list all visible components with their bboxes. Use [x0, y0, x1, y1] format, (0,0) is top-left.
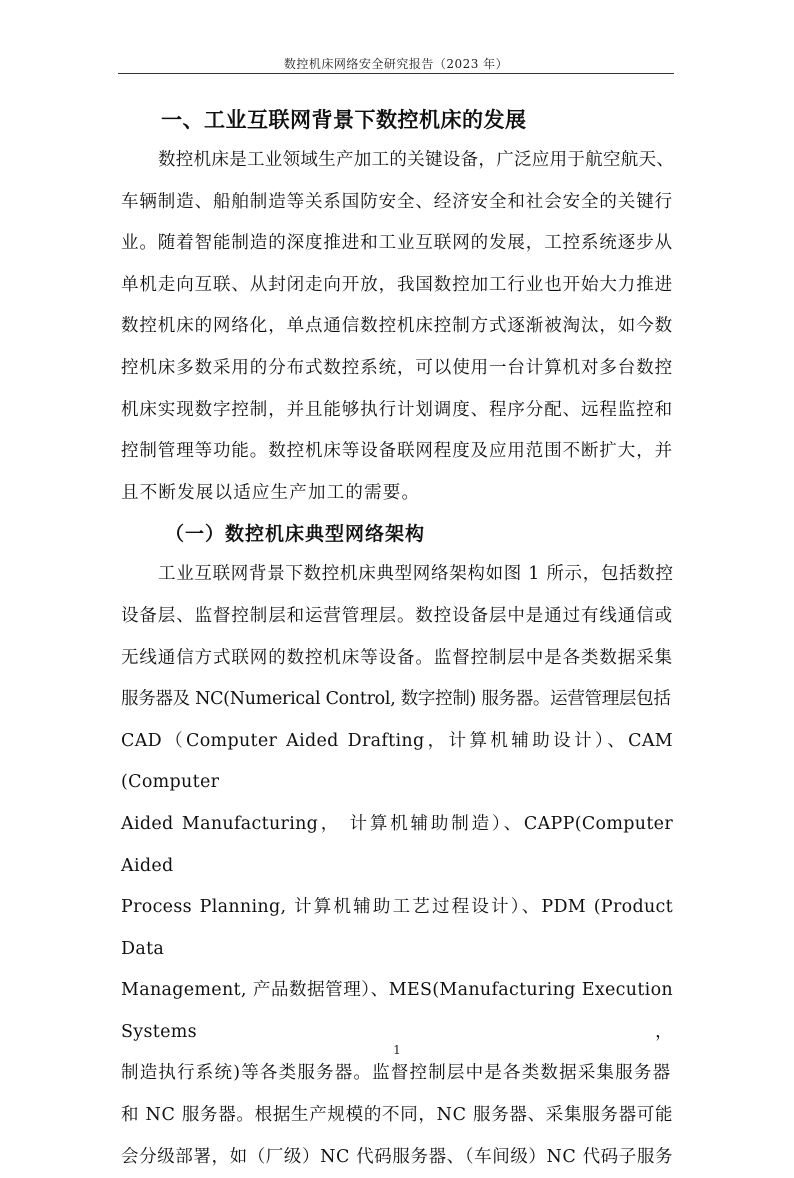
text-line: Aided Manufacturing， 计算机辅助制造）、CAPP(Computer Aided — [121, 813, 673, 876]
header-divider — [118, 73, 674, 74]
page-number: 1 — [393, 1043, 401, 1057]
text-line: 单机走向互联、从封闭走向开放，我国数控加工行业也开始大力推进 — [121, 274, 673, 295]
running-header: 数控机床网络安全研究报告（2023 年） — [283, 57, 509, 71]
text-line: Process Planning, 计算机辅助工艺过程设计）、PDM (Product Data — [121, 897, 673, 959]
text-line: 机床实现数字控制，并且能够执行计划调度、程序分配、远程监控和 — [121, 399, 673, 420]
text-line: 车辆制造、船舶制造等关系国防安全、经济安全和社会安全的关键行 — [121, 191, 673, 212]
section-heading-1: 一、工业互联网背景下数控机床的发展 — [161, 108, 527, 132]
section2-paragraph — [121, 554, 673, 1178]
text-line: 控机床多数采用的分布式数控系统，可以使用一台计算机对多台数控 — [121, 357, 673, 378]
text-line: 制造执行系统)等各类服务器。监督控制层中是各类数据采集服务器 — [121, 1063, 672, 1084]
text-line: 和 NC 服务器。根据生产规模的不同，NC 服务器、采集服务器可能 — [121, 1105, 674, 1126]
text-line: Management, 产品数据管理）、MES(Manufacturing Execution Systems， — [121, 980, 673, 1042]
text-line: CAD（Computer Aided Drafting，计算机辅助设计）、CAM (Computer — [121, 730, 673, 793]
text-line: 服务器及 NC(Numerical Control, 数字控制) 服务器。运营管理层包括 — [121, 689, 671, 710]
text-line: 业。随着智能制造的深度推进和工业互联网的发展，工控系统逐步从 — [121, 233, 673, 254]
text-line: 会分级部署，如（厂级）NC 代码服务器、（车间级）NC 代码子服务 — [121, 1146, 674, 1167]
section-heading-2: （一）数控机床典型网络架构 — [165, 523, 426, 546]
text-line: 数控机床的网络化，单点通信数控机床控制方式逐渐被淘汰，如今数 — [121, 316, 673, 337]
text-line: 无线通信方式联网的数控机床等设备。监督控制层中是各类数据采集 — [121, 647, 673, 668]
page-body — [121, 100, 673, 1178]
section1-paragraph — [121, 140, 673, 514]
text-line: 控制管理等功能。数控机床等设备联网程度及应用范围不断扩大，并 — [121, 441, 673, 462]
text-line: 工业互联网背景下数控机床典型网络架构如图 1 所示，包括数控 — [158, 564, 674, 585]
text-line: 且不断发展以适应生产加工的需要。 — [121, 482, 421, 503]
text-line: 设备层、监督控制层和运营管理层。数控设备层中是通过有线通信或 — [121, 605, 673, 626]
text-line: 数控机床是工业领域生产加工的关键设备，广泛应用于航空航天、 — [158, 150, 675, 170]
